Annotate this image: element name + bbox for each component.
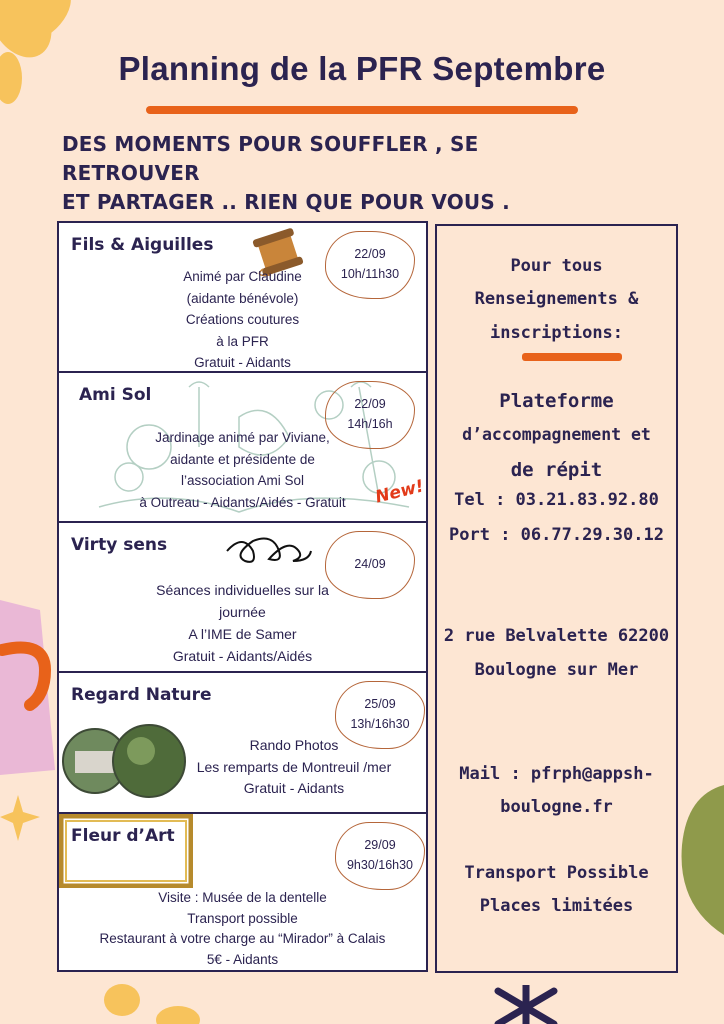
event-fleur-dart (59, 814, 426, 970)
info-line: Renseignements & (474, 289, 639, 309)
info-panel (435, 224, 678, 973)
event-ami-sol (59, 373, 426, 523)
event-line: à Outreau - Aidants/Aidés - Gratuit (139, 494, 346, 510)
info-line: Plateforme (499, 390, 614, 412)
event-line: à la PFR (216, 333, 269, 349)
event-line: Créations coutures (185, 312, 300, 327)
cross-decoration (486, 985, 566, 1024)
event-line: (aidante bénévole) (186, 290, 299, 306)
address-line: Boulogne sur Mer (474, 660, 639, 680)
event-date: 24/09 (354, 557, 386, 571)
event-description (59, 266, 426, 373)
subtitle-line-2: ET PARTAGER .. RIEN QUE POUR VOUS . (62, 190, 510, 214)
subtitle-line-1: DES MOMENTS POUR SOUFFLER , SE RETROUVER (62, 132, 479, 185)
event-line: Jardinage animé par Viviane, (155, 430, 330, 445)
signature-scribble-icon (223, 531, 313, 571)
event-time: 13h/16h30 (350, 717, 410, 731)
olive-leaf-decoration (677, 785, 724, 935)
event-line: l’association Ami Sol (180, 473, 305, 488)
info-line: Places limitées (479, 896, 634, 916)
info-line: inscriptions: (489, 323, 624, 343)
phone-number: Tel : 03.21.83.92.80 (454, 490, 659, 510)
mobile-number: Port : 06.77.29.30.12 (449, 525, 664, 545)
address-line: 2 rue Belvalette 62200 (443, 626, 670, 646)
event-line: journée (219, 604, 266, 620)
event-date: 22/09 (354, 247, 386, 261)
title-underline (146, 106, 578, 114)
yellow-blob-decoration (100, 980, 210, 1024)
info-underline (522, 353, 622, 361)
event-title: Virty sens (71, 535, 168, 555)
event-virty-sens (59, 523, 426, 673)
event-title: Regard Nature (71, 685, 212, 705)
event-time: 9h30/16h30 (346, 858, 414, 872)
event-title: Ami Sol (79, 385, 152, 405)
event-line: Transport possible (187, 910, 298, 926)
event-description (59, 579, 426, 667)
event-line: 5€ - Aidants (206, 951, 279, 967)
event-description (59, 888, 426, 970)
email-line: Mail : pfrph@appsh- (459, 764, 654, 784)
event-line: Gratuit - Aidants (243, 780, 345, 796)
event-date: 29/09 (364, 838, 396, 852)
event-line: aidante et présidente de (170, 451, 315, 467)
event-line: Visite : Musée de la dentelle (158, 890, 327, 905)
star-decoration (0, 795, 40, 841)
events-panel (57, 221, 428, 972)
event-date: 22/09 (354, 397, 386, 411)
event-description (169, 735, 419, 800)
info-line: Transport Possible (464, 863, 649, 883)
event-line: Rando Photos (249, 737, 339, 753)
event-description (59, 427, 426, 513)
email-line: boulogne.fr (500, 797, 613, 817)
event-fils-aiguilles (59, 223, 426, 373)
event-time: 10h/11h30 (340, 267, 400, 281)
subtitle (62, 130, 622, 217)
pink-shape-decoration (0, 600, 60, 780)
event-line: Les remparts de Montreuil /mer (196, 758, 392, 775)
event-time: 14h/16h (347, 417, 393, 431)
new-badge: New! (373, 476, 426, 508)
info-line: Pour tous (510, 256, 603, 276)
event-line: Restaurant à votre charge au “Mirador” à Calais (99, 931, 386, 946)
info-line: d’accompagnement et (462, 425, 651, 444)
event-line: Séances individuelles sur la (156, 582, 329, 598)
event-title: Fleur d’Art (71, 826, 175, 846)
event-title: Fils & Aiguilles (71, 235, 214, 255)
event-line: Gratuit - Aidants/Aidés (172, 648, 313, 664)
event-line: Gratuit - Aidants (194, 355, 291, 370)
event-regard-nature (59, 673, 426, 814)
info-line: de répit (510, 459, 603, 481)
event-date: 25/09 (364, 697, 396, 711)
event-date-badge (335, 822, 425, 890)
page-title: Planning de la PFR Septembre (118, 50, 606, 87)
event-line: Animé par Claudine (183, 269, 302, 284)
event-line: A l’IME de Samer (188, 626, 297, 642)
